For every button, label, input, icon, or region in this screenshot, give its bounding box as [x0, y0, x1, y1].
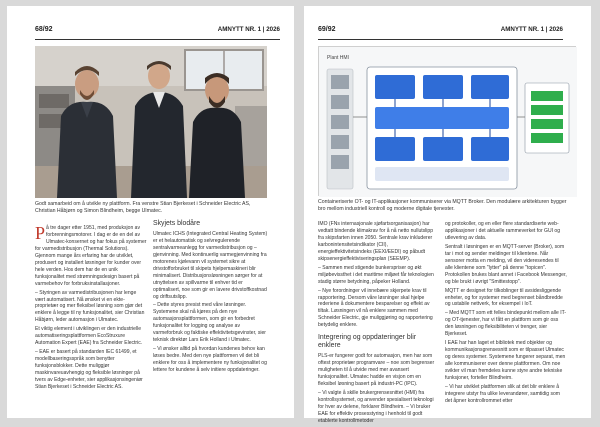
right-page-header: [318, 26, 563, 38]
body-paragraph: IMO (FNs internasjonale sjøfartsorganisasjon) har vedtatt bindende klimakrav for å nå netto nullutslipp fra skipsfarten innen 2050. Sentrale krav inkluderer karbonintensitetsindikator (CII), energieffektivitetsindeks (EEXI/EEDI) og påbudt skipsenergieffektiviseringsplan (SEEMP).: [318, 221, 434, 262]
body-paragraph: – Styringen av varmedistribusjonen har lenge vært automatisert. Nå ønsket vi en ekte-proprietær og mer fleksibel løsning som gjør det enklere å legge til ny funksjonalitet, sier Christian Håbjørn, leder automasjon i Ulmatec.: [35, 289, 145, 324]
subheading: Integrering og oppdateringer blir enklere: [318, 334, 417, 350]
architecture-diagram-illustration: [319, 47, 577, 197]
architecture-diagram: [318, 46, 576, 196]
right-page-number: 69/92: [318, 26, 336, 33]
team-photo-caption: Godt samarbeid om å utvikle ny plattform. Fra venstre Stian Bjerkeset i Schneider Electric AS, Christian Håbjørn og Simon Blindheim, begge Ulmatec.: [35, 201, 251, 215]
diagram-caption: Containeriserte OT- og IT-applikasjoner kommuniserer via MQTT Broker. Den modulære arkitekturen bygger bro mellom industriell kontroll og moderne digitale tjenester.: [318, 199, 567, 213]
right-header-rule: [318, 39, 563, 40]
body-paragraph: Et viktig element i utviklingen er den industrielle automatiseringsplattformen EcoStruxure Automation Expert (EAE) fra Schneider Electric.: [35, 326, 143, 347]
body-paragraph: Sentralt i løsningen er en MQTT-server (Broker), som tar i mot og sender meldinger til klientene. Når sensorer motta en melding, vil den videresendes til alle klientene som "lytter" på denne "topicen". Protokollen brukes blant annet i Facebook Messenger, og ble brukt i øvrigt "Smittestopp".: [445, 243, 567, 285]
left-column-1: [35, 225, 147, 393]
right-column-2: [445, 221, 567, 407]
left-header-rule: [35, 39, 280, 40]
team-photo: [35, 46, 267, 198]
body-paragraph: – Nye forordninger vil innebære skjerpete krav til rapportering. Dersom våre løsninger skal hjelpe rederiene å dokumentere besparelser og effekt av tiltak. Løsningen vil nå enklere sammen med Schneider Electric, gje muliggjøring og rapportering betydelig enklere.: [318, 287, 433, 329]
right-column-1: [318, 221, 438, 427]
body-paragraph: I EAE har han laget et bibliotek med objekter og kommunikasjonsgrensesnitt som er tilpasset Ulmatec og deres systemer. Systemene fungerer separat, men alle kommuniserer over denne plattformen. Om noe svikter vil man fremdeles kunne styre andre tekniske funksjoner, forteller Blindheim.: [445, 340, 566, 382]
body-paragraph: – Vi har utviklet plattformen slik at det blir enklere å integrere utstyr fra ulike leverandører, samtidig som det åpner kontrollrommet etter: [445, 383, 561, 404]
body-paragraph: Ulmatec ICHS (Integrated Central Heating System) er et helautomatisk og selvregulerende sentralvarmeanlegg for varmedistribusjon og –gjenvinning. Med kontinuerlig varmegjenvinning fra motorenes kjølevann vil systemet sikre at drivstofforbruket til skipets hjelpemaskineri blir minimalisert. Distribusjonsløsningen sørger for at utnyttelsen av spillvarme til enhver tid er optimalisert, noe som gir en lavere drivstoffkostnad og driftsutslipp.: [153, 230, 268, 300]
left-page: [7, 6, 294, 418]
intro-paragraph: [35, 225, 147, 288]
team-photo-illustration: [35, 46, 267, 198]
body-paragraph: – EAE er basert på standarden IEC 61499, et modellbaseringsspråk som benytter funksjonsblokker. Dette muliggjør maskinvareuavhengig og fleksible løsninger på tvers av Edge-enheter, sier applikasjonsingeniør Stian Bjerkeset i Schneider Electric AS.: [35, 349, 143, 390]
left-column-2: [153, 220, 269, 376]
right-page: [304, 6, 591, 424]
body-paragraph: – Sammen med stigende bunkerspriser og økt miljøbevissthet i det maritime miljøet får teknologien stadig større betydning, påpeker Holland.: [318, 264, 434, 285]
left-page-number: 68/92: [35, 26, 53, 33]
body-paragraph: PLS-er fungerer godt for automasjon, men har som oftest proprietær programvare – noe som begrenser muligheten til å utvide med mer avansert funksjonalitet. Ulmatec hadde en visjon om en fleksibel løsning basert på industri-PC (IPC).: [318, 353, 435, 387]
body-paragraph: – Vi ønsker alltid på hvordan kundenes behov kan løses bedre. Med den nye plattformen vil det bli enklere for oss å implementere ny funksjonalitet og lettere for kundene å selv initiere oppdateringer.: [153, 346, 267, 374]
body-paragraph: og protokoller, og en eller flere standardiserte web-applikasjoner i det aktuelle rammeverket for GUI og utlevering av data.: [445, 221, 561, 241]
body-paragraph: MQTT er designet for tilkoblinger til avsidesliggende enheter, og for systemer med begrenset båndbredde og ustabile nettverk, for eksempel i IoT.: [445, 287, 563, 308]
intro-text: å tre dager etter 1951, med produksjon av forbrenningsmotorer. I dag er de en del av Ulmatec-konsernet og har fokus på systemer for varmedistribusjon (Thermal Solutions). Gjennom mange års erfaring har de utviklet, produsert og installert løsninger for kunder over hele verden. Hos dem har de en unik funksjonalitet med strømningsdesign basert på varmebehov for forbruksinstallasjoner.: [35, 225, 147, 287]
body-paragraph: – Vi valgte å skille brukergrensesnittet (HMI) fra kontrollsystemet, og anvender spesialisert teknologi for hver av delene, forklarer Blindheim. – Vi bruker EAE for effektiv prosesstyring i henhold til godt etablerte kontrollmetoder: [318, 389, 434, 424]
subheading: Skyjets blodåre: [153, 220, 201, 227]
body-paragraph: – Med MQTT som ett felles bindepunkt mellom alle IT- og OT-tjenester, har vi fått en plattform som gir oss den løsningen og fleksibiliteten vi trenger, sier Bjerkeset.: [445, 310, 567, 338]
dropcap-letter: P: [35, 223, 46, 243]
left-magazine-issue: AMNYTT NR. 1 | 2026: [217, 26, 280, 33]
left-page-header: [35, 26, 280, 38]
diagram-title: Plant HMI: [327, 55, 349, 61]
right-magazine-issue: AMNYTT NR. 1 | 2026: [500, 26, 563, 33]
body-paragraph: – Dette styres presist med våre løsninger. Systemene skal nå kjøres på den nye automasjonsplattformen, som gir en forbedret funksjonalitet for logging og analyse av varmeforbruk og faktiske effektivitetsgevinster, sier teknisk direktør Lars Erik Holland i Ulmatec.: [153, 302, 266, 344]
